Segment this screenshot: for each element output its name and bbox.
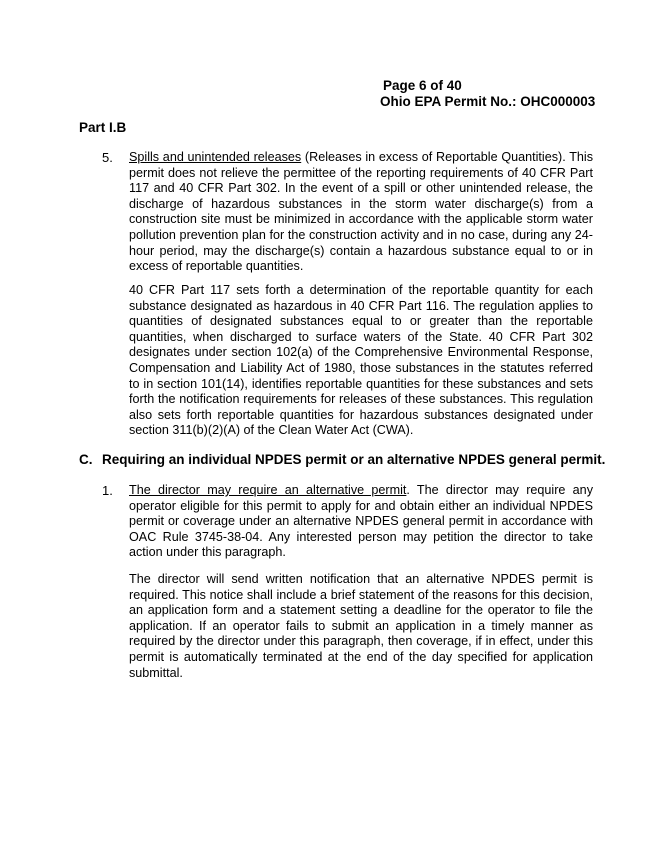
item-1-number: 1. <box>102 483 113 498</box>
section-c-title: Requiring an individual NPDES permit or an alternative NPDES general permit. <box>102 452 606 467</box>
item-5-title: Spills and unintended releases <box>129 150 302 164</box>
permit-number: Ohio EPA Permit No.: OHC000003 <box>380 94 596 109</box>
item-5-paragraph-1 <box>129 150 593 275</box>
item-1-paragraph-1 <box>129 483 593 561</box>
item-5-paragraph-2: 40 CFR Part 117 sets forth a determination of the reportable quantity for each substance designated as hazardous in 40 CFR Part 116. The regulation applies to quantities of designated substances equal to or greater than the reportable quantities, when discharged to surface waters of the State. 40 CFR Part 302 designates under section 102(a) of the Comprehensive Environmental Response, Compensation and Liability Act of 1980, those substances in the statutes referred to in section 101(14), identifies reportable quantities for these substances and sets forth the notification requirements for releases of these substances. This regulation also sets forth reportable quantities for hazardous substances designated under section 311(b)(2)(A) of the Clean Water Act (CWA). <box>129 283 593 438</box>
page-number: Page 6 of 40 <box>383 78 462 93</box>
item-1-paragraph-1-text: . The director may require any operator eligible for this permit to apply for and obtain either an individual NPDES permit or coverage under an alternative NPDES general permit in accordance with OAC Rule 3745-38-04. Any interested person may petition the director to take action under this paragraph. <box>129 483 593 560</box>
item-1-title: The director may require an alternative permit <box>129 483 407 497</box>
page-header <box>380 78 596 110</box>
section-c-heading <box>79 452 605 467</box>
item-5-number: 5. <box>102 150 113 165</box>
section-c-letter: C. <box>79 452 93 467</box>
item-1-paragraph-2: The director will send written notification that an alternative NPDES permit is required. This notice shall include a brief statement of the reasons for this decision, an application form and a statement setting a deadline for the operator to file the application. If an operator fails to submit an application in a timely manner as required by the director under this paragraph, then coverage, if in effect, under this permit is automatically terminated at the end of the day specified for application submittal. <box>129 572 593 680</box>
part-label: Part I.B <box>79 120 127 135</box>
item-5-paragraph-1-text: (Releases in excess of Reportable Quantities). This permit does not relieve the permittee of the reporting requirements of 40 CFR Part 117 and 40 CFR Part 302. In the event of a spill or other unintended release, the discharge of hazardous substances in the storm water discharge(s) from a construction site must be minimized in accordance with the applicable storm water pollution prevention plan for the construction activity and in no case, during any 24-hour period, may the discharge(s) contain a hazardous substance equal to or in excess of reportable quantities. <box>129 150 593 274</box>
